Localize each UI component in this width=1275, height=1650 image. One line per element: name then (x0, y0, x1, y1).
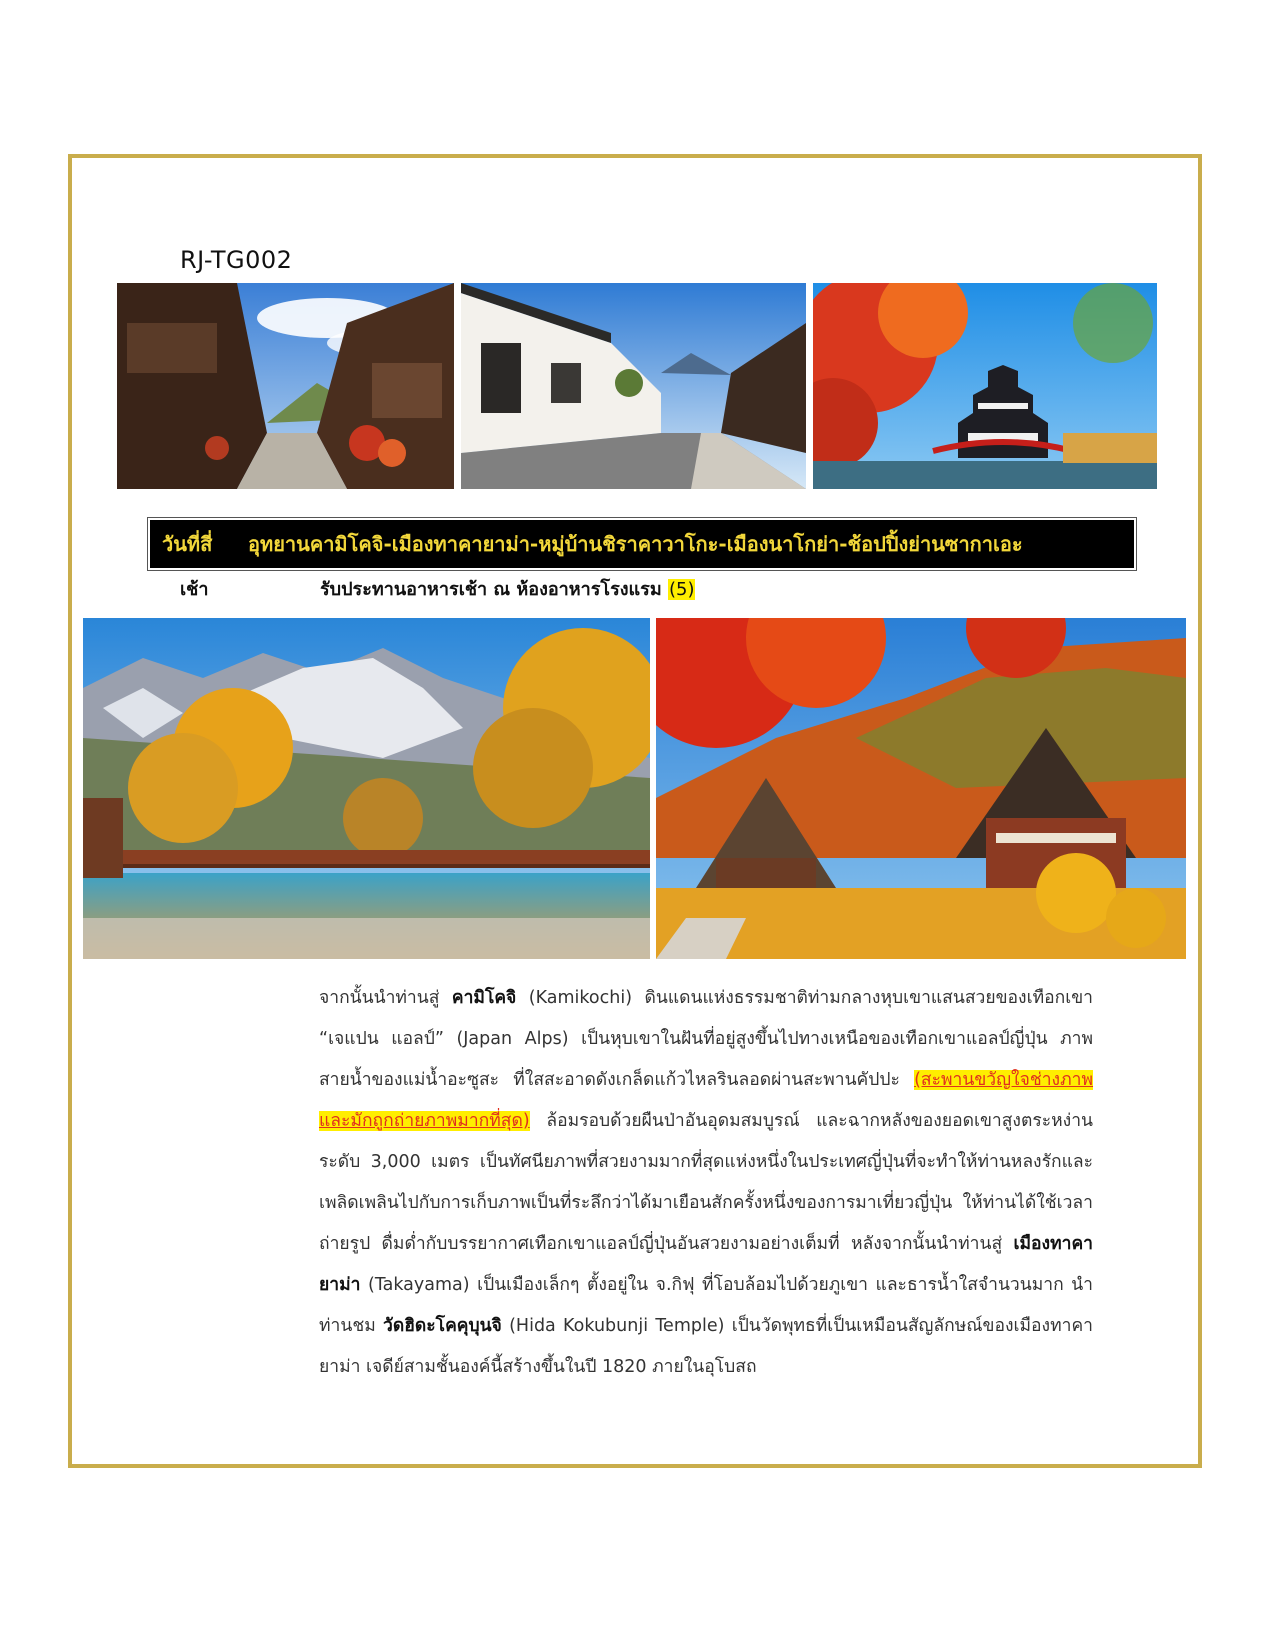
meal-row (180, 574, 1080, 604)
para-text-2: (Kamikochi) ดินแดนแห่งธรรมชาติท่ามกลางหุบเขาแสนสวยของเทือกเขา “เจแปน แอลป์” (Japan Alps) เป็นหุบเขาในฝันที่อยู่สูงขึ้นไปทางเหนือของเทือกเขาแอลป์ญี่ปุ่น ภาพสายน้ำของแม่น้ำอะซูสะ ที่ใสสะอาดดังเกล็ดแก้วไหลรินลอดผ่านสะพานคัปปะ (319, 988, 1093, 1090)
day-label: วันที่สี่ (162, 532, 213, 556)
day-title: อุทยานคามิโคจิ-เมืองทาคายาม่า-หมู่บ้านชิราคาวาโกะ-เมืองนาโกย่า-ช้อปปิ้งย่านซากาเอะ (248, 532, 1023, 556)
para-text-3: ล้อมรอบด้วยผืนป่าอันอุดมสมบูรณ์ และฉากหลังของยอดเขาสูงตระหง่านระดับ 3,000 เมตร เป็นทัศนียภาพที่สวยงามมากที่สุดแห่งหนึ่งในประเทศญี่ปุ่นที่จะทำให้ท่านหลงรักและเพลิดเพลินไปกับการเก็บภาพเป็นที่ระลึกว่าได้มาเยือนสักครั้งหนึ่งของการมาเที่ยวญี่ปุ่น ให้ท่านได้ใช้เวลาถ่ายรูป ดื่มด่ำกับบรรยากาศเทือกเขาแอลป์ญี่ปุ่นอันสวยงามอย่างเต็มที่ หลังจากนั้นนำท่านสู่ (319, 1111, 1093, 1254)
para-text-1: จากนั้นนำท่านสู่ (319, 988, 452, 1008)
meal-number: (5) (668, 579, 695, 600)
photo-white-storehouse-street (461, 283, 806, 489)
photo-shirakawago-houses (656, 618, 1186, 959)
highlighted-note: (สะพานขวัญใจช่างภาพ และมักถูกถ่ายภาพมากที่สุด) (319, 1070, 1093, 1131)
photo-kappa-bridge (83, 618, 650, 959)
para-text-4: (Takayama) เป็นเมืองเล็กๆ ตั้งอยู่ใน จ.กิฟุ ที่โอบล้อมไปด้วยภูเขา และธารน้ำใสจำนวนมาก นำท่านชม (319, 1275, 1093, 1336)
body-paragraph (319, 978, 1093, 1388)
para-text-5: (Hida Kokubunji Temple) เป็นวัดพุทธที่เป็นเหมือนสัญลักษณ์ของเมืองทาคายาม่า เจดีย์สามชั้นองค์นี้สร้างขึ้นในปี 1820 ภายในอุโบสถ (319, 1316, 1093, 1377)
day-banner (150, 520, 1134, 568)
photo-matsumoto-castle (813, 283, 1157, 489)
meal-time: เช้า (180, 579, 209, 600)
place-kamikochi: คามิโคจิ (451, 988, 517, 1008)
meal-text (320, 574, 695, 603)
meal-description: รับประทานอาหารเช้า ณ ห้องอาหารโรงแรม (320, 579, 662, 600)
tour-code: RJ-TG002 (180, 246, 293, 274)
place-takayama: เมืองทาคายาม่า (319, 1234, 1093, 1295)
photo-post-town-street (117, 283, 454, 489)
place-kokubunji: วัดฮิดะโคคุบุนจิ (383, 1316, 502, 1336)
